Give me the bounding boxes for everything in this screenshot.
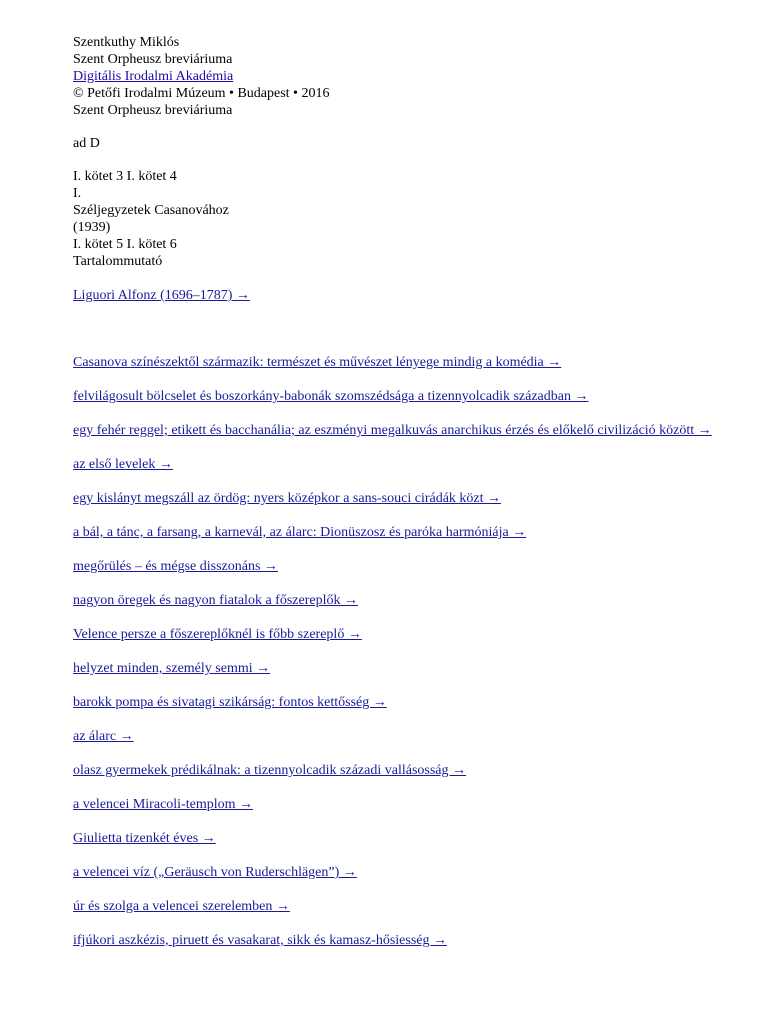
- toc-link[interactable]: Casanova színészektől származik: természet és művészet lényege mindig a komédia →: [73, 355, 562, 370]
- toc-link[interactable]: a velencei Miracoli-templom →: [73, 797, 253, 812]
- toc-link[interactable]: az álarc →: [73, 729, 134, 744]
- toc-label: Tartalommutató: [73, 254, 163, 269]
- copyright-line: © Petőfi Irodalmi Múzeum • Budapest • 2016: [73, 86, 330, 101]
- book-title: Szent Orpheusz breviáriuma: [73, 52, 233, 67]
- volume-line-2: I. kötet 5 I. kötet 6: [73, 237, 177, 252]
- volume-line-1: I. kötet 3 I. kötet 4: [73, 169, 177, 184]
- toc-link[interactable]: nagyon öregek és nagyon fiatalok a főszereplők →: [73, 593, 358, 608]
- toc-link[interactable]: az első levelek →: [73, 457, 173, 472]
- toc-link[interactable]: olasz gyermekek prédikálnak: a tizennyolcadik századi vallásosság →: [73, 763, 467, 778]
- part-roman-numeral: I.: [73, 186, 82, 201]
- book-title-repeat: Szent Orpheusz breviáriuma: [73, 103, 233, 118]
- toc-list: [73, 354, 733, 949]
- toc-link[interactable]: felvilágosult bölcselet és boszorkány-babonák szomszédsága a tizennyolcadik században →: [73, 389, 589, 404]
- toc-link[interactable]: a velencei víz („Geräusch von Ruderschlägen”) →: [73, 865, 357, 880]
- toc-link[interactable]: barokk pompa és sivatagi szikárság: fontos kettősség →: [73, 695, 387, 710]
- toc-link[interactable]: Giulietta tizenkét éves →: [73, 831, 216, 846]
- part-subtitle: Széljegyzetek Casanovához: [73, 203, 229, 218]
- part-year: (1939): [73, 220, 111, 235]
- toc-link[interactable]: Velence persze a főszereplőknél is főbb szereplő →: [73, 627, 362, 642]
- publisher-link[interactable]: Digitális Irodalmi Akadémia: [73, 69, 234, 84]
- document-page: [73, 34, 733, 966]
- toc-link[interactable]: úr és szolga a velencei szerelemben →: [73, 899, 290, 914]
- dedication: ad D: [73, 136, 100, 151]
- toc-link[interactable]: megőrülés – és mégse disszonáns →: [73, 559, 278, 574]
- toc-link[interactable]: a bál, a tánc, a farsang, a karnevál, az álarc: Dionüszosz és paróka harmóniája →: [73, 525, 527, 540]
- toc-link-liguori[interactable]: Liguori Alfonz (1696–1787) →: [73, 288, 250, 303]
- toc-link[interactable]: egy fehér reggel; etikett és bacchanália; az eszményi megalkuvás anarchikus érzés és előkelő civilizáció között →: [73, 423, 712, 438]
- toc-link[interactable]: helyzet minden, személy semmi →: [73, 661, 271, 676]
- author-name: Szentkuthy Miklós: [73, 35, 180, 50]
- toc-link[interactable]: ifjúkori aszkézis, piruett és vasakarat, sikk és kamasz-hősiesség →: [73, 933, 448, 948]
- toc-link[interactable]: egy kislányt megszáll az ördög: nyers középkor a sans-souci cirádák közt →: [73, 491, 502, 506]
